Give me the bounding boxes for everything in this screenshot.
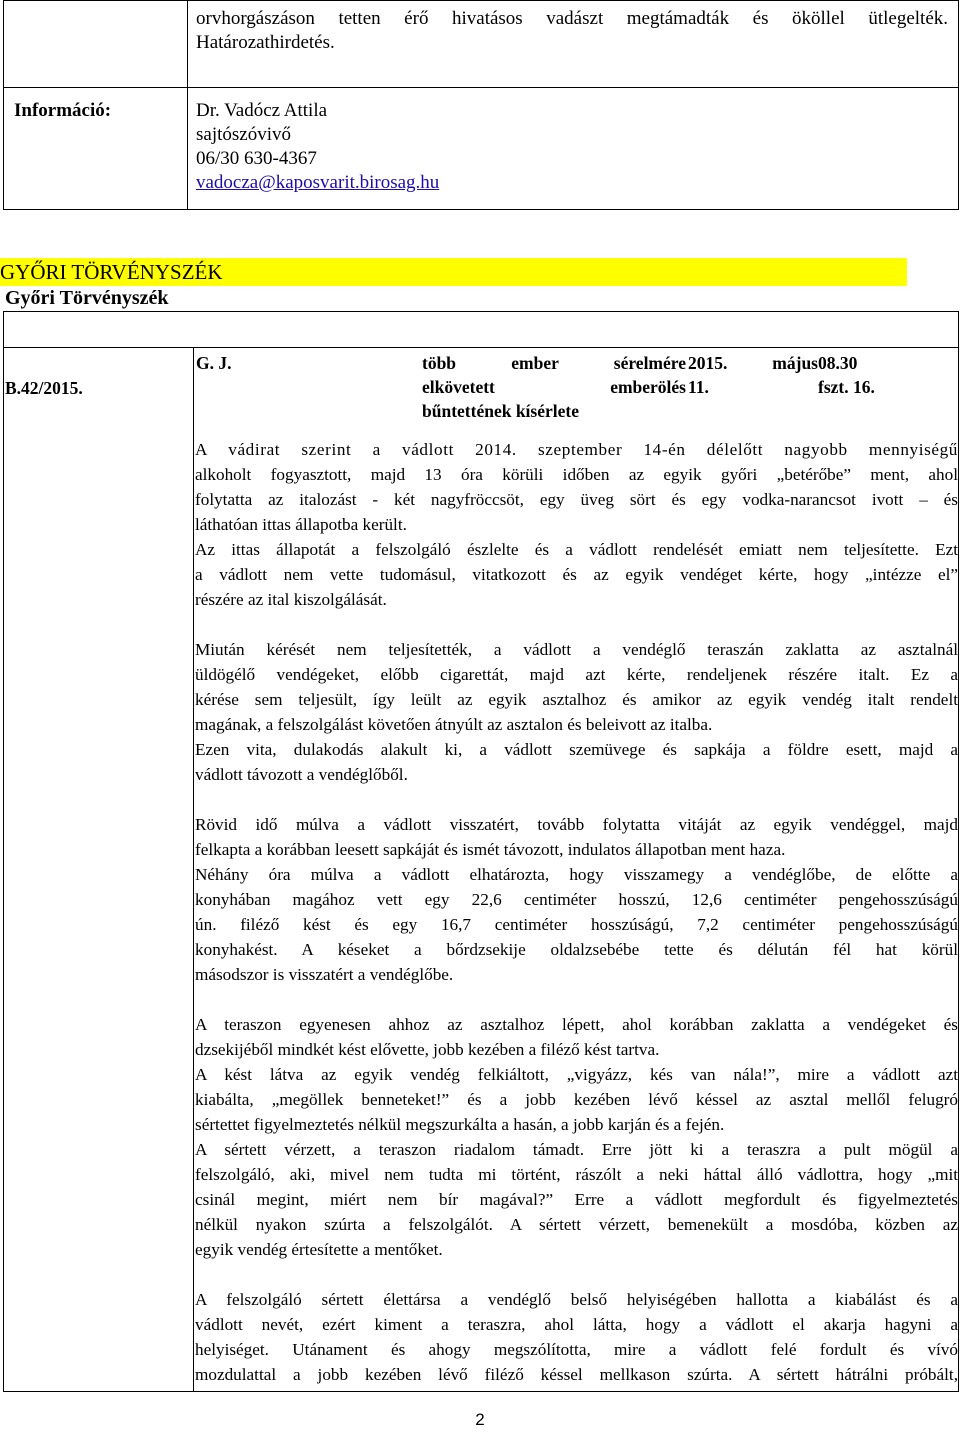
narrative-line: Az ittas állapotát a felszolgáló észlelte és a vádlott rendelését emiatt nem teljesítette. Ezt (195, 540, 958, 559)
hearing-date (688, 351, 818, 399)
charge-description (422, 351, 686, 423)
narrative-line: vádlott nevét, ezért kiment a teraszra, ahol látta, hogy a vádlott el akarja hagyni a (195, 1315, 958, 1334)
narrative-paragraph (195, 1287, 958, 1387)
narrative-paragraph (195, 437, 958, 537)
narrative-line: konyhában magához vett egy 22,6 centiméter hosszú, 12,6 centiméter pengehosszúságú (195, 890, 958, 909)
narrative-line: helyiséget. Utánament és ahogy megszólította, mire a vádlott felé fordult és vívó (195, 1340, 958, 1359)
narrative-line: ún. filéző kést és egy 16,7 centiméter hosszúságú, 7,2 centiméter pengehosszúságú (195, 915, 958, 934)
narrative-paragraph (195, 537, 958, 612)
narrative-line: A felszolgáló sértett élettársa a vendéglő belső helyiségében hallotta a kiabálást és a (195, 1290, 958, 1309)
narrative-line: kérése sem teljesült, így leült az egyik asztalhoz és amikor az egyik vendég italt rendelt (195, 690, 958, 709)
narrative-paragraph (195, 862, 958, 987)
charge-line: több ember sérelmére (422, 353, 686, 373)
narrative-line: magának, a felszolgálást követően átnyúlt az asztalon és beleivott az italba. (195, 715, 713, 734)
narrative-line: felszolgáló, aki, mivel nem tudta mi történt, rászólt a neki háttal álló vádlottra, hogy „mit (195, 1165, 958, 1184)
narrative-line: felkapta a korábban leesett sapkáját és ismét távozott, indulatos állapotban ment haza. (195, 840, 786, 859)
contact-block (196, 99, 439, 195)
info-table (3, 0, 959, 210)
contact-name: Dr. Vadócz Attila (196, 100, 328, 121)
description-line: Határozathirdetés. (196, 32, 335, 53)
narrative-line: egyik vendég értesítette a mentőket. (195, 1240, 443, 1259)
defendant-initials: G. J. (196, 353, 232, 373)
narrative-line: folytatta az italozást - két nagyfröccsöt, egy üveg sört és egy vodka-narancsot ivott – és (195, 490, 958, 509)
narrative-line: A sértett vérzett, a teraszon riadalom támadt. Erre jött ki a teraszra a pult mögül a (195, 1140, 958, 1159)
info-label: Információ: (14, 100, 112, 121)
description-line: orvhorgászáson tetten érő hivatásos vadászt megtámadták és ököllel ütlegelték. (196, 8, 948, 29)
charge-line: bűntettének kísérlete (422, 401, 579, 421)
narrative-line: Rövid idő múlva a vádlott visszatért, tovább folytatta vitáját az egyik vendéggel, majd (195, 815, 958, 834)
narrative-line: Néhány óra múlva a vádlott elhatározta, hogy visszamegy a vendéglőbe, de előtte a (195, 865, 958, 884)
contact-email-link[interactable]: vadocza@kaposvarit.birosag.hu (196, 172, 440, 193)
narrative-line: dzsekijéből mindkét kést elővette, jobb kezében a filéző kést tartva. (195, 1040, 660, 1059)
contact-phone: 06/30 630-4367 (196, 148, 317, 169)
narrative-paragraph (195, 1137, 958, 1262)
continued-description (196, 7, 948, 55)
narrative-line: A vádirat szerint a vádlott 2014. szeptember 14-én délelőtt nagyobb mennyiségű (195, 440, 958, 459)
narrative-line: csinál megint, miért nem bír magával?” Erre a vádlott megfordult és figyelmeztetés (195, 1190, 958, 1209)
case-divider (4, 347, 958, 348)
narrative-line: Ezen vita, dulakodás alakult ki, a vádlott szemüvege és sapkája a földre esett, majd a (195, 740, 958, 759)
hearing-time-room (818, 351, 875, 399)
narrative-line: kiabálta, „megöllek benneteket!” és a jobb kezében lévő késsel az asztal mellől felugró (195, 1090, 958, 1109)
charge-line: elkövetett emberölés (422, 377, 686, 397)
narrative-paragraph (195, 637, 958, 737)
page-number: 2 (475, 1410, 485, 1429)
narrative-line: másodszor is visszatért a vendéglőbe. (195, 965, 454, 984)
narrative-line: vádlott távozott a vendéglőből. (195, 765, 408, 784)
narrative-line: nélkül nyakon szúrta a felszolgálót. A sértett vérzett, bemenekült a mosdóba, közben az (195, 1215, 958, 1234)
narrative-line: üldögélő vendégeket, előbb cigarettát, majd azt kérte, rendeljenek részére italt. Ez a (195, 665, 958, 684)
date-line: 2015. május (688, 353, 818, 373)
table-divider (4, 87, 958, 88)
date-line: 11. (688, 377, 709, 397)
hearing-room: fszt. 16. (818, 377, 875, 397)
narrative-line: konyhakést. A késeket a bőrdzsekije oldalzsebébe tette és délután fél hat körül (195, 940, 958, 959)
narrative-line: A kést látva az egyik vendég felkiáltott, „vigyázz, kés van nála!”, mire a vádlott azt (195, 1065, 958, 1084)
narrative-line: sértettet figyelmeztetés nélkül megszurkálta a hasán, a jobb karján és a fején. (195, 1115, 725, 1134)
narrative-line: mozdulattal a jobb kezében lévő filéző késsel mellkason szúrta. A sértett hátrálni próbált, (195, 1365, 958, 1384)
narrative-paragraph (195, 737, 958, 787)
narrative-line: alkoholt fogyasztott, majd 13 óra körüli időben az egyik győri „betérőbe” ment, ahol (195, 465, 958, 484)
case-number: B.42/2015. (5, 378, 83, 398)
narrative-line: láthatóan ittas állapotba került. (195, 515, 407, 534)
contact-role: sajtószóvivő (196, 124, 291, 145)
narrative-paragraph (195, 812, 958, 862)
court-name: Győri Törvényszék (5, 287, 169, 309)
court-banner: GYŐRI TÖRVÉNYSZÉK (0, 258, 907, 286)
narrative-line: Miután kérését nem teljesítették, a vádlott a vendéglő teraszán zaklatta az asztalnál (195, 640, 958, 659)
case-divider (193, 347, 194, 1391)
case-narrative (195, 437, 958, 1387)
narrative-line: részére az ital kiszolgálását. (195, 590, 387, 609)
hearing-time: 08.30 (818, 353, 858, 373)
narrative-paragraph (195, 1062, 958, 1137)
table-divider (187, 1, 188, 209)
narrative-line: a vádlott nem vette tudomásul, vitatkozott és az egyik vendéget kérte, hogy „intézze el” (195, 565, 958, 584)
narrative-line: A teraszon egyenesen ahhoz az asztalhoz lépett, ahol korábban zaklatta a vendégeket és (195, 1015, 958, 1034)
narrative-paragraph (195, 1012, 958, 1062)
